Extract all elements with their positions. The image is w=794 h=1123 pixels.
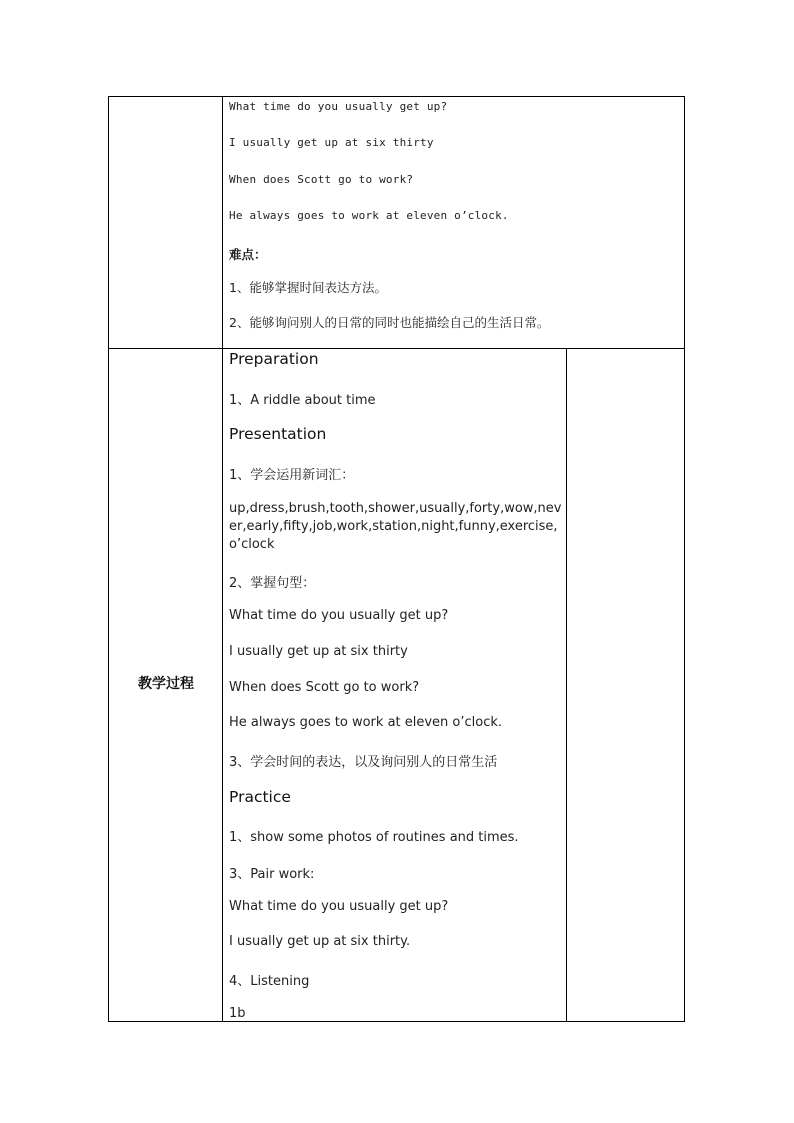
difficulty-item-1: 1、能够掌握时间表达方法。 [229, 280, 387, 295]
presentation-item-2: 2、掌握句型： [229, 576, 316, 591]
key-sentence-4: He always goes to work at eleven o’clock. [229, 209, 509, 222]
column-divider-left [222, 96, 223, 1022]
pattern-sentence-4: He always goes to work at eleven o’clock. [229, 715, 503, 730]
vocabulary-list: up,dress,brush,tooth,shower,usually,forty,wow,never,early,fifty,job,work,station,night,funny,exercise,o’clock [229, 501, 562, 552]
key-sentence-1: What time do you usually get up? [229, 100, 448, 113]
key-sentence-2: I usually get up at six thirty [229, 136, 434, 149]
row-divider [108, 348, 685, 349]
practice-item-1: 1、show some photos of routines and times. [229, 830, 519, 845]
key-sentence-3: When does Scott go to work? [229, 173, 414, 186]
column-divider-right [566, 348, 567, 1022]
difficulty-item-2: 2、能够询问别人的日常的同时也能描绘自己的生活日常。 [229, 315, 550, 330]
practice-item-5: 4、Listening [229, 974, 310, 989]
practice-item-3: What time do you usually get up? [229, 899, 449, 914]
pattern-sentence-2: I usually get up at six thirty [229, 644, 408, 659]
presentation-heading: Presentation [229, 425, 327, 443]
practice-heading: Practice [229, 788, 291, 806]
pattern-sentence-1: What time do you usually get up? [229, 608, 449, 623]
preparation-item: 1、A riddle about time [229, 393, 376, 408]
practice-item-2: 3、Pair work: [229, 867, 315, 882]
difficulty-heading: 难点： [229, 247, 267, 262]
practice-item-6: 1b [229, 1006, 246, 1021]
presentation-item-3: 3、学会时间的表达，以及询问别人的日常生活 [229, 755, 498, 770]
pattern-sentence-3: When does Scott go to work? [229, 680, 420, 695]
practice-item-4: I usually get up at six thirty. [229, 934, 411, 949]
preparation-heading: Preparation [229, 350, 319, 368]
presentation-item-1: 1、学会运用新词汇： [229, 468, 355, 483]
row-label-teaching-process: 教学过程 [138, 676, 194, 692]
lesson-table [108, 96, 685, 1022]
